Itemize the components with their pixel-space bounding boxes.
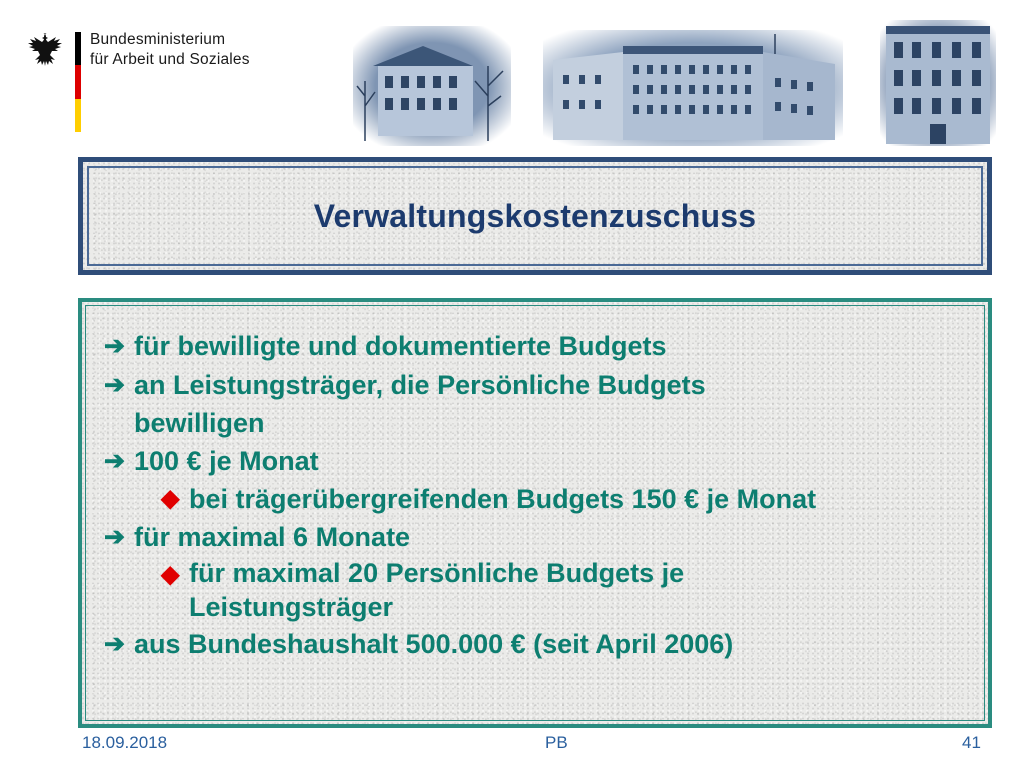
sub-bullet-text: für maximal 20 Persönliche Budgets je bbox=[189, 558, 685, 588]
sub-bullet-item bbox=[104, 480, 984, 518]
right-arrow-icon: ➔ bbox=[104, 630, 125, 658]
diamond-icon: ◆ bbox=[161, 485, 180, 512]
slide-title: Verwaltungskostenzuschuss bbox=[313, 198, 757, 234]
right-arrow-icon: ➔ bbox=[104, 332, 125, 360]
ministry-name bbox=[90, 30, 250, 70]
bullet-text: an Leistungsträger, die Persönliche Budgets bbox=[134, 370, 706, 400]
footer-author: PB bbox=[545, 733, 568, 752]
bullet-text-continuation: bewilligen bbox=[134, 408, 265, 438]
bullet-item bbox=[104, 624, 984, 664]
building-photo-2 bbox=[543, 30, 843, 146]
sub-bullet-item bbox=[104, 556, 984, 624]
building-photo-3 bbox=[880, 20, 996, 146]
federal-eagle-icon bbox=[28, 30, 66, 70]
ministry-name-line2: für Arbeit und Soziales bbox=[90, 51, 250, 68]
bullet-item bbox=[104, 518, 984, 556]
bullet-list bbox=[104, 326, 984, 664]
german-flag-stripe bbox=[75, 32, 81, 132]
ministry-name-line1: Bundesministerium bbox=[90, 31, 226, 48]
bullet-text: aus Bundeshaushalt 500.000 € (seit April 2006) bbox=[134, 629, 734, 659]
bullet-text: für maximal 6 Monate bbox=[134, 522, 411, 552]
bullet-text: für bewilligte und dokumentierte Budgets bbox=[134, 331, 667, 361]
building-photo-1 bbox=[353, 26, 511, 146]
bullet-text: 100 € je Monat bbox=[134, 446, 319, 476]
bullet-item bbox=[104, 442, 984, 480]
footer-date: 18.09.2018 bbox=[82, 733, 168, 752]
bullet-item bbox=[104, 326, 984, 366]
ministry-logo bbox=[28, 28, 288, 138]
bullet-item bbox=[104, 366, 984, 442]
right-arrow-icon: ➔ bbox=[104, 447, 125, 475]
diamond-icon: ◆ bbox=[161, 561, 180, 588]
right-arrow-icon: ➔ bbox=[104, 371, 125, 399]
sub-bullet-text: bei trägerübergreifenden Budgets 150 € je Monat bbox=[189, 484, 817, 514]
sub-bullet-text-continuation: Leistungsträger bbox=[189, 592, 394, 622]
title-box bbox=[78, 157, 992, 275]
right-arrow-icon: ➔ bbox=[104, 523, 125, 551]
page-number: 41 bbox=[962, 733, 981, 752]
content-box bbox=[78, 298, 992, 728]
